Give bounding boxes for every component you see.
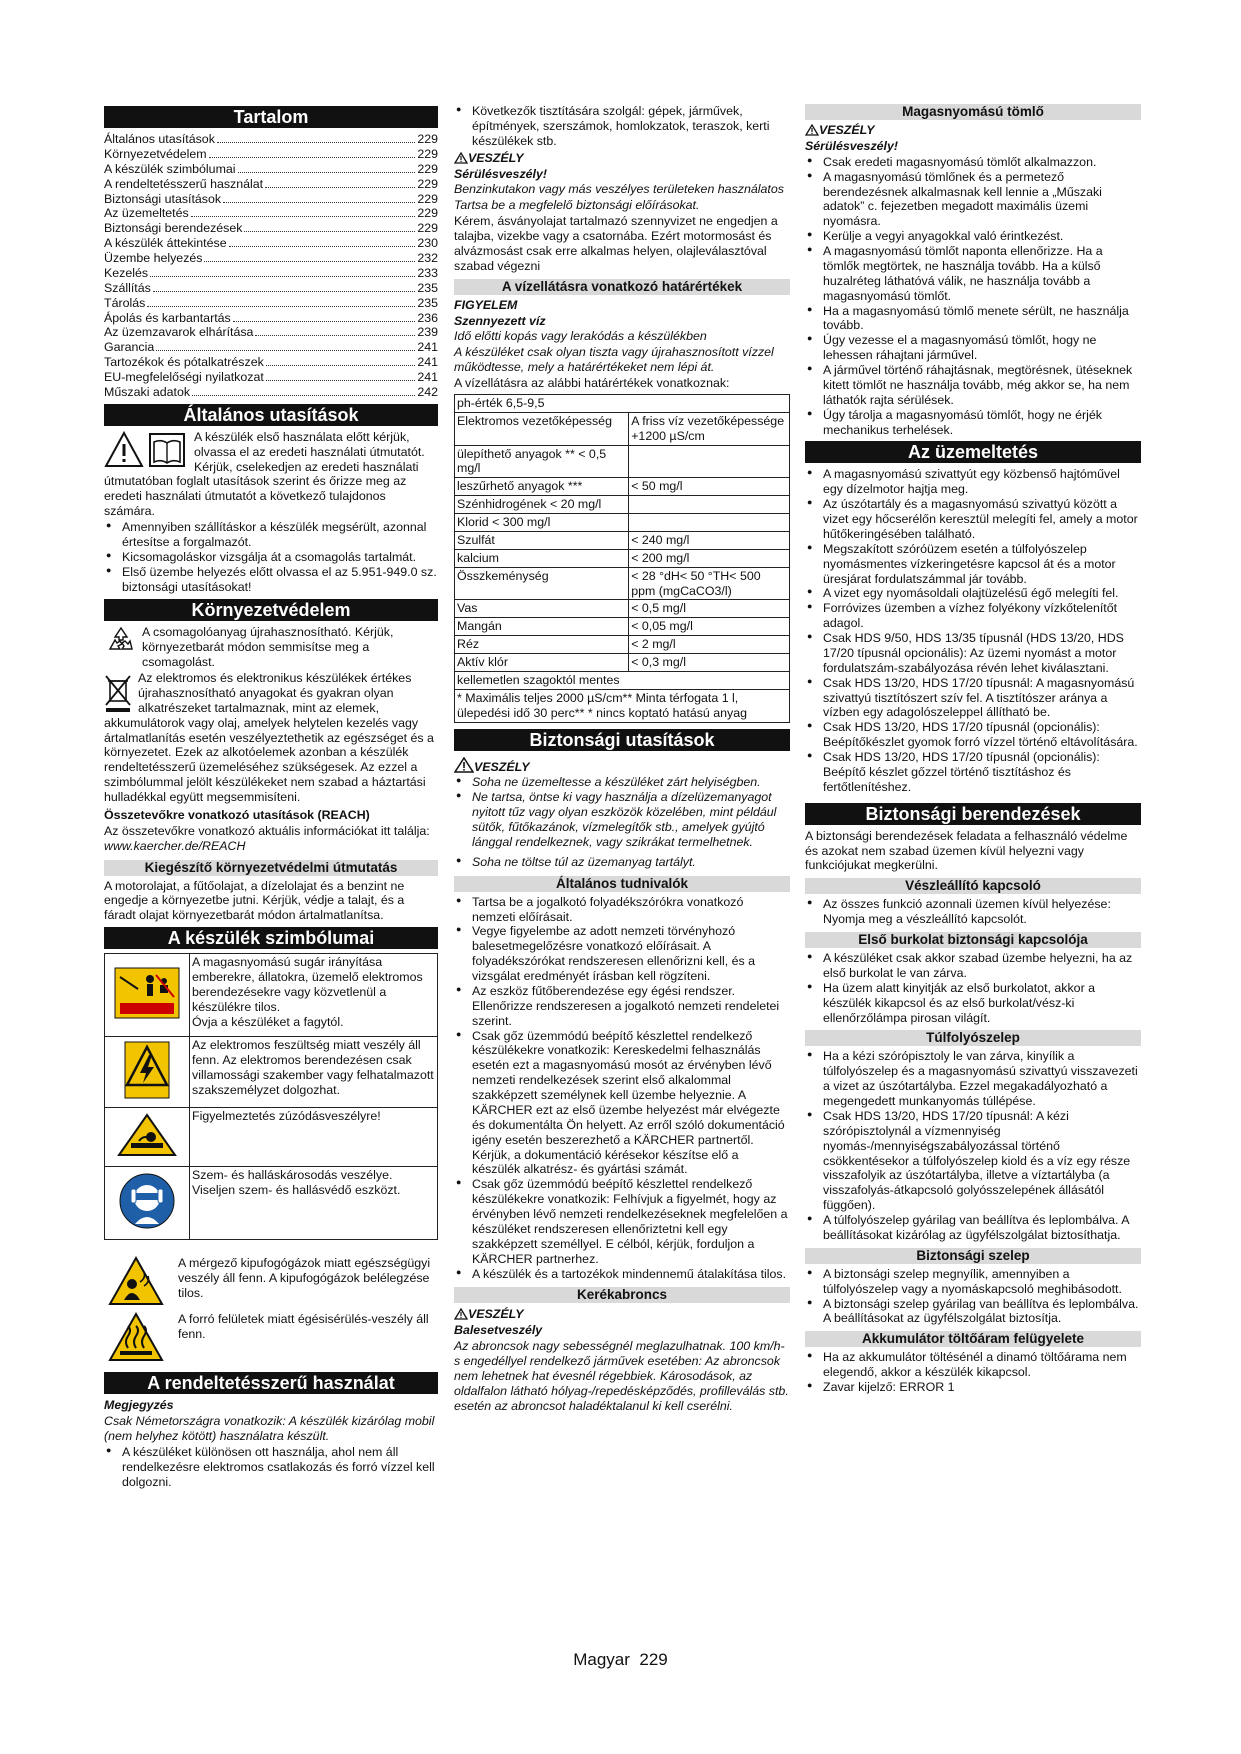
danger-label-text: VESZÉLY [468,1307,524,1322]
toc-item-label: A rendeltetésszerű használat [104,176,264,191]
wheel-sub: Balesetveszély [454,1323,543,1338]
hot-surface-warning-icon [108,1312,164,1362]
pressure-jet-warning-icon [114,967,180,1019]
intended-note-label: Megjegyzés [104,1398,174,1413]
warning-icon [454,152,468,164]
list-item: ● A járművel történő ráhajtásnak, megtörésnek, ütéseknek kitett tömlőt ne használja tovább, még akkor se, ha nem láthatók rajta sérülések. [805,363,1141,408]
toc-page-number: 229 [417,161,438,176]
table-cell [629,445,790,478]
table-row [455,412,790,445]
toc-item[interactable] [104,251,438,266]
toc-dots [229,246,416,247]
list-item: ● Ha a kézi szórópisztoly le van zárva, kinyílik a túlfolyószelep és a magasnyomású szivattyú visszavezeti a vizet az úszótartályba. Ezzel megakadályozható a megengedett munkanyomás túllépése. [805,1049,1141,1109]
toc-item-label: Garancia [104,340,155,355]
toc-item[interactable] [104,192,438,207]
table-cell: < 2 mg/l [629,636,790,654]
reach-text [104,824,438,854]
general-bullets [104,520,438,594]
toc-dots [265,187,415,188]
table-row [455,567,790,600]
toc-item-label: Szállítás [104,280,151,295]
table-cell: < 28 °dH< 50 °TH< 500 ppm (mgCaCO3/l) [629,567,790,600]
hot-text: A forró felületek miatt égésisérülés-veszély áll fenn. [178,1312,429,1341]
toxic-text: A mérgező kipufogógázok miatt egészségügyi veszély áll fenn. A kipufogógázok belélegzése tilos. [178,1256,431,1300]
symbol-desc: Az elektromos feszültség miatt veszély áll fenn. Az elektromos berendezésen csak villamossági szakember vagy felhatalmazott szakszemélyzet dolgozhat. [192,1038,434,1097]
toc-dots [191,216,416,217]
toc-dots [147,306,415,307]
symbol-desc: A magasnyomású sugár irányítása emberekre, állatokra, üzemelő elektromos berendezésekre vagy közvetlenül a készülékre tilos. [192,955,423,1014]
toc-dots [204,261,415,262]
env-p1: A csomagolóanyag újrahasznosítható. Kérjük, környezetbarát módon semmisítse meg a csomagolást. [142,625,394,670]
table-row [455,445,790,478]
toxic-row [104,1256,438,1306]
page-footer [0,1650,1241,1670]
toc-item[interactable] [104,236,438,251]
list-item: ● Csak HDS 13/20, HDS 17/20 típusnál: A magasnyomású szivattyú tisztítószert szív fel. A tisztítószer aránya a vízben egy adagolószeleppel állítható be. [805,676,1141,721]
crossed-bin-icon [104,673,132,713]
toc-item-label: A készülék szimbólumai [104,161,236,176]
estop-title: Vészleállító kapcsoló [805,878,1141,894]
toc-dots [209,157,416,158]
list-item: ● A magasnyomású tömlőt naponta ellenőrizze. Ha a tömlők megtörtek, ne használja tovább. Ha a külső huzalréteg láthatóvá válik, ne használja tovább a magasnyomású tömlőt. [805,244,1141,304]
list-item: ● Csak HDS 13/20, HDS 17/20 típusnál (opcionális): Beépítő készlet gőzzel történő tisztításhoz és fertőtlenítéshez. [805,750,1141,795]
table-cell: < 0,05 mg/l [629,618,790,636]
toc-page-number: 232 [417,251,438,265]
limits-title: A vízellátásra vonatkozó határértékek [454,279,790,295]
warning-icon [454,757,474,773]
toc-page-number: 235 [417,280,438,295]
toc-title: Tartalom [104,106,438,128]
column-2 [454,104,790,1415]
symbol-cell [105,954,190,1037]
warning-icon [805,124,819,136]
toc-item-label: Tartozékok és pótalkatrészek [104,355,264,370]
danger-label-text: VESZÉLY [819,123,875,137]
column-1 [104,104,438,1489]
hose-sub: Sérülésveszély! [805,138,898,153]
toc-dots [192,395,415,396]
intended-note-text: Csak Németországra vonatkozik: A készülék kizárólag mobil (nem helyhez kötött) használatra készült. [104,1414,435,1443]
list-item: ● Következők tisztítására szolgál: gépek, járművek, építmények, szerszámok, homlokzatok, teraszok, kerti készülékek stb. [454,104,790,149]
list-item: ● Csak gőz üzemmódú beépítő készlettel rendelkező készülékekre vonatkozik: Felhívjuk a figyelmét, hogy az érvényben lévő nemzeti rendelkezéseknek megfelelően a készüléket rendszeresen ellenőriztetni kell egy szakképzett személlyel. E célból, kérjük, forduljon a KÄRCHER partnerhez. [454,1177,790,1266]
table-row [455,514,790,532]
table-cell: Szulfát [455,531,629,549]
danger-label-text: VESZÉLY [468,150,524,165]
symbols-table [104,953,438,1240]
limits-note-label: FIGYELEM [454,297,518,312]
table-cell: < 240 mg/l [629,531,790,549]
column-3 [805,104,1141,1395]
list-item: ● A készüléket csak akkor szabad üzembe helyezni, ha az első burkolat le van zárva. [805,951,1141,981]
toc-page-number: 241 [417,340,438,355]
list-item: ● Vegye figyelembe az adott nemzeti törvényhozó balesetmegelőzésre vonatkozó előírásait. A folyadékszórókat rendszeresen ellenőrizni kell, és a vizsgálat eredményét írásban kell rögzíteni. [454,924,790,984]
symbol-desc: Figyelmeztetés zúzódásveszélyre! [192,1109,381,1124]
table-cell: kellemetlen szagoktól mentes [455,671,790,689]
list-item: ● Ha az akkumulátor töltésénél a dinamó töltőárama nem elegendő, akkor a készülék kikapcsol. [805,1350,1141,1380]
wheel-danger-label [454,1307,790,1322]
list-item: ● Soha ne töltse túl az üzemanyag tartályt. [454,855,790,870]
safety-danger-label [454,757,790,775]
toc-item[interactable] [104,162,438,177]
toc-item[interactable] [104,147,438,162]
intended-bullets [104,1445,438,1490]
toc-page-number: 229 [417,206,438,221]
table-cell: < 200 mg/l [629,549,790,567]
toc-item[interactable] [104,132,438,147]
toc-item-label: Az üzemzavarok elhárítása [104,325,254,340]
toc-item[interactable] [104,340,438,355]
general-title: Általános utasítások [104,404,438,426]
estop-bullets [805,897,1141,927]
danger-label-text: VESZÉLY [474,759,530,774]
list-item: ● A biztonsági szelep megnyílik, amennyiben a túlfolyószelep vagy a nyomáskapcsoló meghibásodott. [805,1267,1141,1297]
toc-item[interactable] [104,266,438,281]
table-cell: Klorid < 300 mg/l [455,514,629,532]
toc-item-label: Műszaki adatok [104,384,191,399]
safety-dev-text: A biztonsági berendezések feladata a felhasználó védelme és azokat nem szabad üzemen kívül helyezni vagy funkciójukat megkerülni. [805,828,1128,873]
list-item: ● Forróvizes üzemben a vízhez folyékony vízkőtelenítőt adagol. [805,601,1141,631]
toc-dots [156,350,415,351]
table-cell: kalcium [455,549,629,567]
toc-item[interactable] [104,311,438,326]
reach-title: Összetevőkre vonatkozó utasítások (REACH) [104,807,370,822]
symbol-cell [105,1108,190,1167]
danger1-sub: Sérülésveszély! [454,166,547,181]
list-item: ● A vizet egy nyomásoldali olajtüzelésű égő melegíti fel. [805,586,1141,601]
list-item: ● A magasnyomású tömlőnek és a permetező berendezésnek alkalmasnak kell lennie a „Műszaki adatok” c. fejezetben megadott maximális üzemi nyomásra. [805,170,1141,230]
list-item: ● Soha ne üzemeltesse a készüléket zárt helyiségben. [454,775,790,790]
toc-dots [244,231,415,232]
extra-env-text: A motorolajat, a fűtőolajat, a dízelolajat és a benzint ne engedje a környezetbe jutni. Kérjük, védje a talajt, és a fáradt olajat környezetbarát módon ártalmatlanítsa. [104,878,405,923]
toc-page-number: 230 [417,236,438,251]
operation-bullets [805,467,1141,794]
table-row [455,531,790,549]
table-row [455,654,790,672]
table-row [455,478,790,496]
limits-footnote: * Maximális teljes 2000 µS/cm** Minta térfogata 1 l, ülepedési idő 30 perc** * nincs koptató hatású anyag [454,690,790,723]
table-row [455,549,790,567]
overflow-title: Túlfolyószelep [805,1030,1141,1046]
danger1-label [454,151,790,166]
limits-note-italic: Idő előtti kopás vagy lerakódás a készülékben [454,329,707,344]
battery-bullets [805,1350,1141,1395]
table-cell: Szénhidrogének < 20 mg/l [455,496,629,514]
general-intro-block [104,430,438,519]
battery-title: Akkumulátor töltőáram felügyelete [805,1331,1141,1347]
toc-item[interactable] [104,206,438,221]
toc-page-number: 239 [417,325,438,340]
table-cell: < 0,5 mg/l [629,600,790,618]
table-of-contents [104,132,438,400]
safety-dev-title: Biztonsági berendezések [805,803,1141,825]
toc-dots [233,321,416,322]
overflow-bullets [805,1049,1141,1242]
hose-title: Magasnyomású tömlő [805,104,1141,120]
toc-page-number: 229 [417,146,438,161]
table-cell: < 0,3 mg/l [629,654,790,672]
limits-note-text: A vízellátásra az alábbi határértékek vonatkoznak: [454,376,730,390]
table-cell: Aktív klór [455,654,629,672]
toc-item-label: Tárolás [104,295,146,310]
warning-icon [454,1308,468,1320]
safety-valve-title: Biztonsági szelep [805,1248,1141,1264]
toc-dots [238,172,416,173]
limits-note-italic-2: A készüléket csak olyan tiszta vagy újrahasznosított vízzel működtesse, mely a határértékeket nem lépi át. [454,345,774,375]
toc-dots [223,202,415,203]
list-item: ● Úgy vezesse el a magasnyomású tömlőt, hogy ne lehessen ráhajtani járművel. [805,333,1141,363]
extra-env-title: Kiegészítő környezetvédelmi útmutatás [104,860,438,876]
list-item: ● Kicsomagoláskor vizsgálja át a csomagolás tartalmát. [104,550,438,565]
reach-text-span: Az összetevőkre vonatkozó aktuális információkat itt találja: [104,823,430,838]
symbols-title: A készülék szimbólumai [104,927,438,949]
toc-dots [150,276,415,277]
env-recycle-block [104,625,438,670]
list-item: ● Csak HDS 13/20, HDS 17/20 típusnál (opcionális): Beépítőkészlet gyomok forró vízzel történő eltávolítására. [805,720,1141,750]
toc-item-label: Üzembe helyezés [104,251,203,265]
high-voltage-warning-icon [124,1041,170,1099]
ear-eye-protection-icon [118,1172,176,1230]
table-row [455,394,790,412]
list-item: ● Csak HDS 13/20, HDS 17/20 típusnál: A kézi szórópisztolynál a vízmennyiség nyomás-/mennyiségszabályozással történő csökkentésekor a túlfolyószelep kiold és a víz egy része visszafolyik az úszótartályba, illetve a víztartályba (a visszafolyás-átkapcsoló golyósszelepének állásától függően). [805,1109,1141,1213]
toc-page-number: 241 [417,355,438,370]
list-item: ● Az eszköz fűtőberendezése egy égési rendszer. Ellenőrizze rendszeresen a jogalkotó nemzeti rendeletei szerint. [454,984,790,1029]
table-row [105,1167,438,1240]
table-row [105,1108,438,1167]
list-item: ● Tartsa be a jogalkotó folyadékszórókra vonatkozó nemzeti előírásait. [454,895,790,925]
env-title: Környezetvédelem [104,599,438,621]
table-cell: Elektromos vezetőképesség [455,412,629,445]
symbol-text [190,1167,438,1240]
toc-item-label: Biztonsági utasítások [104,191,222,206]
symbol-cell [105,1037,190,1108]
list-item: ● A túlfolyószelep gyárilag van beállítva és leplombálva. A beállításokat kizárólag az ügyfélszolgálat biztosíthatja. [805,1213,1141,1243]
limits-table [454,394,790,690]
toc-dots [255,335,415,336]
list-item: ● Megszakított szóróüzem esetén a túlfolyószelep nyomásmentes vízkeringetésre kapcsol át és a motor üresjárat fordulatszámmal jár tovább. [805,542,1141,587]
toc-dots [153,291,415,292]
cont-bullets [454,104,790,149]
toc-page-number: 229 [417,221,438,236]
list-item: ● Az úszótartály és a magasnyomású szivattyú között a vizet egy hőcserélőn keresztül melegíti fel, amely a motor hűtőkeringésében található. [805,497,1141,542]
table-cell: < 50 mg/l [629,478,790,496]
table-cell [629,514,790,532]
table-cell: ülepíthető anyagok ** < 0,5 mg/l [455,445,629,478]
front-cover-bullets [805,951,1141,1025]
table-cell: Vas [455,600,629,618]
reach-link[interactable]: www.kaercher.de/REACH [104,838,246,853]
table-cell: Réz [455,636,629,654]
danger1-italic-1: Benzinkutakon vagy más veszélyes területeken használatos [454,182,784,197]
toc-page-number: 235 [417,295,438,310]
table-row [455,496,790,514]
footer-language: Magyar [573,1650,630,1669]
symbol-desc: Szem- és halláskárosodás veszélye. Viseljen szem- és hallásvédő eszközt. [192,1168,401,1197]
table-row [105,954,438,1037]
table-cell: Összkeménység [455,567,629,600]
table-row [455,600,790,618]
hot-row [104,1312,438,1362]
symbol-text [190,1108,438,1167]
operation-title: Az üzemeltetés [805,441,1141,463]
toc-item[interactable] [104,296,438,311]
toc-item-label: EU-megfelelőségi nyilatkozat [104,370,264,384]
table-row [455,671,790,689]
toc-page-number: 236 [417,310,438,325]
safety-title: Biztonsági utasítások [454,729,790,751]
table-cell: Mangán [455,618,629,636]
toc-item[interactable] [104,325,438,340]
limits-note-sub: Szennyezett víz [454,313,546,328]
list-item: ● Ne tartsa, öntse ki vagy használja a dízelüzemanyagot nyitott tűz vagy olyan eszközök közelében, mint például sütők, fűtőkazánok, vízmelegítők stb., amelyek gyújtó lánggal rendelkeznek, vagy szikrákat termelhetnek. [454,790,790,850]
table-row [455,618,790,636]
list-item: ● Ha üzem alatt kinyitják az első burkolatot, akkor a készülék kikapcsol és az első burkolat/vész-ki ellenőrzőlámpa pirosan világít. [805,981,1141,1026]
env-p2: Az elektromos és elektronikus készülékek értékes újrahasznosítható anyagokat és gyakran olyan alkatrészeket tartalmaznak, mint az elemek, akkumulátorok vagy olaj, amelyek helytelen kezelés vagy ártalmatlanítás esetén veszélyeztethetik az egészséget és a környezetet. Ezek az alkotóelemek azonban a készülék rendeltetésszerű üzemeléséhez szükségesek. Az ezzel a szimbólummal jelölt készülékeket nem szabad a háztartási hulladékkal együtt megsemmisíteni. [104,671,434,804]
toc-page-number: 229 [417,191,438,206]
table-cell: A friss víz vezetőképessége +1200 µS/cm [629,412,790,445]
table-cell: ph-érték 6,5-9,5 [455,394,790,412]
toc-dots [266,365,416,366]
list-item: ● Zavar kijelző: ERROR 1 [805,1380,1141,1395]
list-item: ● A készülék és a tartozékok mindennemű átalakítása tilos. [454,1267,790,1282]
symbol-text [190,954,438,1037]
list-item: ● A biztonsági szelep gyárilag van beállítva és leplombálva. A beállításokat az ügyfélszolgálat biztosítja. [805,1297,1141,1327]
table-cell [629,496,790,514]
hose-danger-label [805,123,1141,138]
toc-page-number: 241 [417,370,438,384]
toc-item-label: Az üzemeltetés [104,206,189,221]
list-item: ● Első üzembe helyezés előtt olvassa el az 5.951-949.0 sz. biztonsági utasításokat! [104,565,438,595]
general-intro: A készülék első használata előtt kérjük, olvassa el az eredeti használati útmutatót. Kérjük, cselekedjen az eredeti használati útmutatóban foglalt utasítások szerint és őrizze meg az eredeti használati útmutatót a következő tulajdonos számára. [104,429,425,519]
danger1-italic-2: Tartsa be a megfelelő biztonsági előírásokat. [454,198,700,213]
safety-valve-bullets [805,1267,1141,1327]
wheel-text: Az abroncsok nagy sebességnél meglazulhatnak. 100 km/h-s engedéllyel rendelkező járművek esetében: Az abroncsok nem lehetnek hat évesnél régebbiek. Károsodások, az oldalfalon látható hólyag-/repedésképződés, profilleválás stb. esetén az abroncsot haladéktalanul ki kell cserélni. [454,1339,789,1413]
general-info-bullets [454,895,790,1282]
table-cell: leszűrhető anyagok *** [455,478,629,496]
list-item: ● Csak gőz üzemmódú beépítő készlettel rendelkező készülékekre vonatkozik: Kereskedelmi felhasználás esetén ezt a magasnyomású mosót az érvényben lévő nemzeti rendelkezések szerint első alkalommal szakképzett személynek kell üzembe helyeznie. A KÄRCHER ezt az első üzembe helyezést már elvégezte és dokumentálta Ön helyett. Az erről szóló dokumentáció igény esetén beszerezhető a KÄRCHER partnertől. Kérjük, a dokumentáció kérésekor készítse elő a készülék alkatrész- és gyártási számát. [454,1029,790,1178]
toc-page-number: 233 [417,265,438,280]
toc-item-label: Környezetvédelem [104,146,207,161]
symbol-text [190,1037,438,1108]
list-item: ● Amennyiben szállításkor a készülék megsérült, azonnal értesítse a forgalmazót. [104,520,438,550]
toc-item[interactable] [104,177,438,192]
list-item: ● A magasnyomású szivattyút egy közbenső hajtóművel egy dízelmotor hajtja meg. [805,467,1141,497]
symbol-desc-2: Óvja a készüléket a fagytól. [192,1014,344,1029]
toc-item-label: Biztonsági berendezések [104,221,243,236]
toc-item[interactable] [104,221,438,236]
toc-item[interactable] [104,355,438,370]
toc-item[interactable] [104,385,438,400]
toc-page-number: 229 [417,176,438,191]
safety-bullets [454,775,790,869]
warning-read-manual-icon [104,430,188,470]
list-item: ● Csak eredeti magasnyomású tömlőt alkalmazzon. [805,155,1141,170]
list-item: ● Kerülje a vegyi anyagokkal való érintkezést. [805,229,1141,244]
toxic-gas-warning-icon [108,1256,164,1306]
toc-item-label: Kezelés [104,265,149,280]
toc-dots [266,380,416,381]
toc-item-label: Ápolás és karbantartás [104,310,231,325]
crush-hazard-icon [117,1113,177,1157]
danger1-text: Kérem, ásványolajat tartalmazó szennyvizet ne engedjen a talajba, vizekbe vagy a csatornába. Ezért motormosást és alvázmosást csak erre alkalmas helyen, olajleválasztóval szabad végezni [454,214,778,273]
toc-item-label: Általános utasítások [104,132,215,146]
wheel-title: Kerékabroncs [454,1287,790,1303]
page-number: 229 [639,1650,668,1669]
recycle-icon [106,625,136,655]
toc-item[interactable] [104,281,438,296]
front-cover-title: Első burkolat biztonsági kapcsolója [805,932,1141,948]
list-item: ● Úgy tárolja a magasnyomású tömlőt, hogy ne érjék mechanikus terhelések. [805,408,1141,438]
toc-item[interactable] [104,370,438,385]
toc-page-number: 242 [417,384,438,399]
general-info-title: Általános tudnivalók [454,876,790,892]
env-weee-block [104,671,438,805]
table-row [105,1037,438,1108]
toc-item-label: A készülék áttekintése [104,236,227,251]
intended-title: A rendeltetésszerű használat [104,1372,438,1394]
toc-page-number: 229 [417,132,438,146]
symbol-cell [105,1167,190,1240]
hose-bullets [805,155,1141,438]
table-row [455,636,790,654]
list-item: ● Az összes funkció azonnali üzemen kívül helyezése: Nyomja meg a vészleállító kapcsolót. [805,897,1141,927]
toc-dots [217,142,415,143]
list-item: ● Ha a magasnyomású tömlő menete sérült, ne használja tovább. [805,304,1141,334]
list-item: ● Csak HDS 9/50, HDS 13/35 típusnál (HDS 13/20, HDS 17/20 típusnál opcionális): Az üzemi nyomást a motor fordulatszám-szabályozása révén lehet kiválasztani. [805,631,1141,676]
list-item: ● A készüléket különösen ott használja, ahol nem áll rendelkezésre elektromos csatlakozás és forró vízzel kell dolgozni. [104,1445,438,1490]
